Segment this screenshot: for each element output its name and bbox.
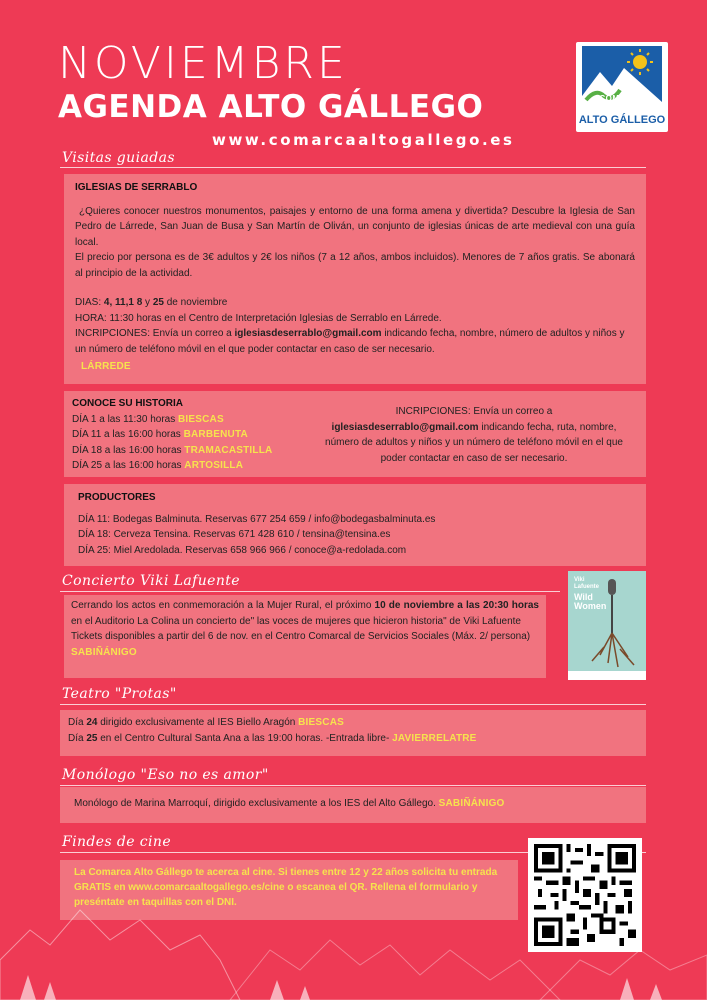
historia-row: DÍA 1 a las 11:30 horas BIESCAS	[72, 413, 224, 425]
iglesias-box	[64, 174, 646, 384]
iglesias-title: IGLESIAS DE SERRABLO	[75, 182, 198, 193]
logo-line-alto-gallego: ALTO GÁLLEGO	[578, 114, 666, 126]
historia-row: DÍA 11 a las 16:00 horas BARBENUTA	[72, 429, 248, 440]
historia-row: DÍA 25 a las 16:00 horas ARTOSILLA	[72, 460, 244, 471]
iglesias-days: DIAS: 4, 11,1 8 y 25 de noviembre	[75, 297, 228, 308]
historia-email[interactable]: iglesiasdeserrablo@gmail.com	[331, 421, 479, 433]
teatro-row: Día 25 en el Centro Cultural Santa Ana a las 19:00 horas. -Entrada libre- JAVIERRELATRE	[68, 732, 477, 744]
teatro-row: Día 24 dirigido exclusivamente al IES Biello Aragón BIESCAS	[68, 717, 344, 728]
agenda-title: AGENDA ALTO GÁLLEGO	[58, 89, 484, 125]
section-divider	[60, 167, 646, 168]
iglesias-registration: INCRIPCIONES: Envía un correo a iglesiasdeserrablo@gmail.com indicando fecha, nombre, número de adultos y niños y un número de teléfono móvil en el que poder contactar en caso de ser necesario.	[75, 328, 625, 355]
microphone-roots-icon	[568, 571, 646, 680]
section-title-cine: Findes de cine	[62, 834, 172, 850]
historia-title: CONOCE SU HISTORIA	[72, 398, 183, 409]
concierto-tickets: Tickets disponibles a partir del 6 de nov. en el Centro Comarcal de Servicios Sociales (Máx. 2/ persona) SABIÑÁNIGO	[71, 631, 531, 658]
historia-registration: INCRIPCIONES: Envía un correo a iglesiasdeserrablo@gmail.com indicando fecha, ruta, nombre, número de adultos y niños y un número de teléfono móvil en el que poder contactar en caso de ser necesario.	[325, 406, 623, 464]
concierto-description: Cerrando los actos en conmemoración a la Mujer Rural, el próximo 10 de noviembre a las 20:30 horas en el Auditorio La Colina un concierto de" las voces de mujeres que hicieron historia" de Viki Lafuente	[71, 600, 539, 627]
place-tag-sabinanigo: SABIÑÁNIGO	[438, 798, 505, 809]
concierto-box	[64, 595, 546, 678]
qr-code-icon	[534, 844, 636, 946]
productor-row: DÍA 25: Miel Aredolada. Reservas 658 966 966 / conoce@a-redolada.com	[78, 544, 407, 556]
productores-box	[64, 484, 646, 566]
monologo-box	[60, 787, 646, 823]
qr-code[interactable]	[528, 838, 642, 952]
teatro-box	[60, 710, 646, 756]
cine-box	[60, 860, 518, 920]
productores-title: PRODUCTORES	[78, 492, 156, 503]
cine-description: La Comarca Alto Gállego te acerca al cine. Si tienes entre 12 y 22 años solicita tu entrada GRATIS en www.comarcaaltogallego.es/cine o escanea el QR. Rellena el formulario y preséntate en taquillas con el DNI.	[74, 867, 498, 908]
section-title-teatro: Teatro "Protas"	[62, 686, 177, 702]
section-title-concierto: Concierto Viki Lafuente	[62, 573, 240, 589]
productor-row: DÍA 18: Cerveza Tensina. Reservas 671 428 610 / tensina@tensina.es	[78, 529, 391, 540]
iglesias-hour: HORA: 11:30 horas en el Centro de Interpretación Iglesias de Serrablo en Lárrede.	[75, 312, 442, 324]
poster-artist: Viki Lafuente	[574, 577, 600, 590]
historia-box	[64, 391, 646, 477]
monologo-description: Monólogo de Marina Marroquí, dirigido exclusivamente a los IES del Alto Gállego.	[74, 798, 439, 809]
logo-line-comarca: COMARCA	[599, 94, 645, 103]
productor-row: DÍA 11: Bodegas Balminuta. Reservas 677 254 659 / info@bodegasbalminuta.es	[78, 513, 436, 525]
website-url[interactable]: www.comarcaaltogallego.es	[212, 131, 515, 149]
month-heading: NOVIEMBRE	[58, 38, 348, 89]
comarca-logo	[576, 42, 668, 132]
iglesias-description: ¿Quieres conocer nuestros monumentos, paisajes y entorno de una forma amena y divertida? Descubre la Iglesia de San Pedro de Lárrede, San Juan de Busa y San Martín de Oliván, un conjunto de iglesias únicas de arte medieval con una guía local.	[75, 205, 635, 248]
section-divider	[60, 591, 560, 592]
section-divider	[60, 704, 646, 705]
iglesias-price: El precio por persona es de 3€ adultos y 2€ los niños (7 a 12 años, ambos incluidos). Menores de 7 años gratis. Se abonará al principio de la actividad.	[75, 252, 635, 279]
iglesias-email[interactable]: iglesiasdeserrablo@gmail.com	[234, 328, 382, 339]
concert-poster-image	[568, 571, 646, 680]
section-divider	[60, 785, 646, 786]
poster-title: Wild Women	[574, 592, 607, 611]
place-tag-larrede: LÁRREDE	[81, 361, 131, 372]
section-title-visitas: Visitas guiadas	[62, 150, 175, 166]
historia-row: DÍA 18 a las 16:00 horas TRAMACASTILLA	[72, 444, 273, 456]
section-title-monologo: Monólogo "Eso no es amor"	[62, 767, 269, 783]
